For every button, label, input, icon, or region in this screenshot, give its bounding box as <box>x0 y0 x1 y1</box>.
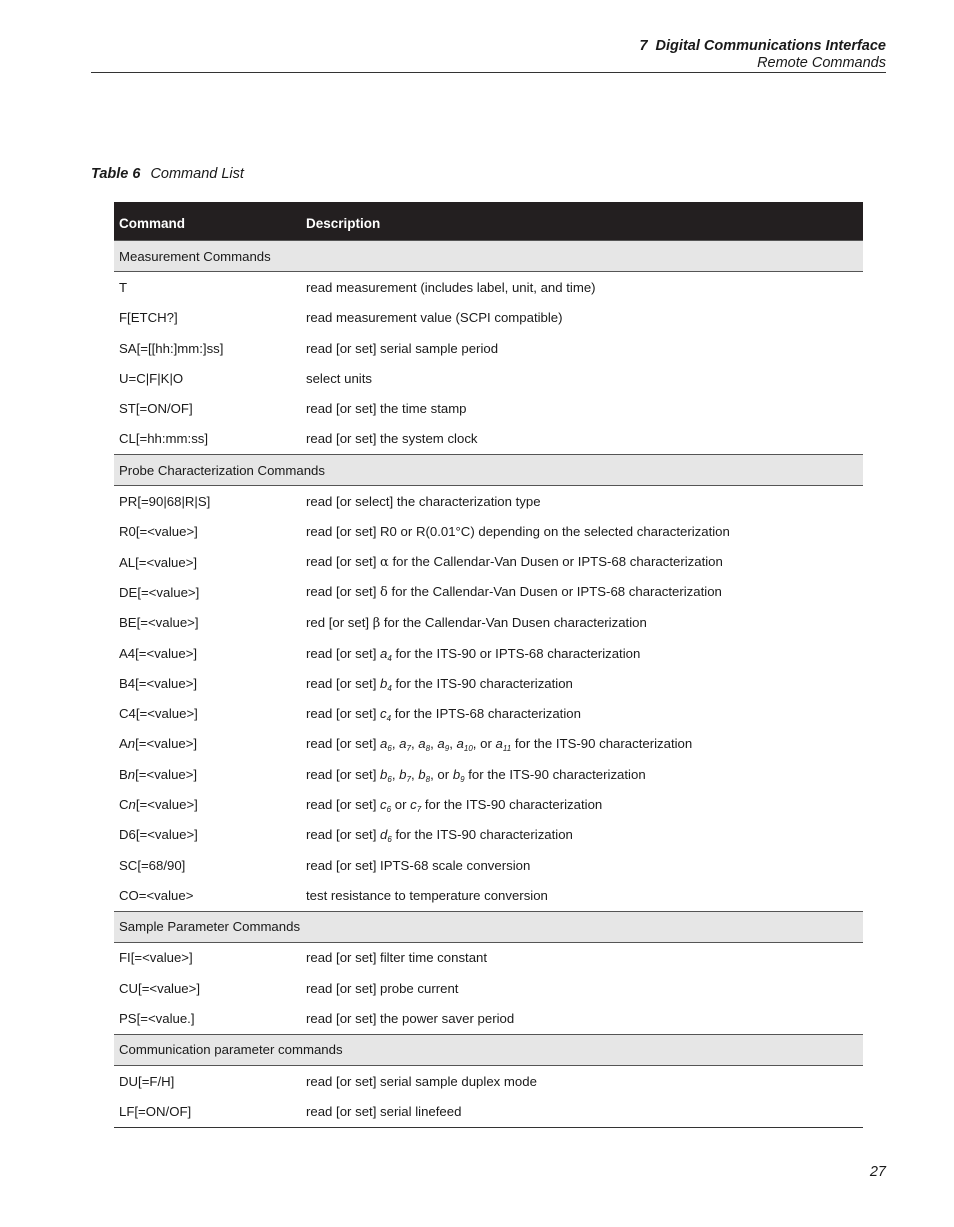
table-number: Table 6 <box>91 166 141 182</box>
table-row <box>114 668 863 698</box>
coefficient-var: c <box>410 796 417 812</box>
command-cell: AL[=<value>] <box>119 554 198 570</box>
coefficient-var: c <box>380 706 387 722</box>
coefficient-subscript: 8 <box>425 744 431 754</box>
table-row <box>114 1003 863 1034</box>
column-header-description: Description <box>301 202 863 241</box>
cmd-text: [=<value>] <box>135 766 198 782</box>
group-label: Measurement Commands <box>114 241 863 272</box>
description-cell: read [or set] R0 or R(0.01°C) depending on the selected characterization <box>306 524 730 540</box>
coefficient-subscript: 4 <box>386 714 392 724</box>
desc-text: for the ITS-90 characterization <box>421 796 603 812</box>
coefficient-subscript: 4 <box>387 683 392 693</box>
table-title: Command List <box>150 166 244 182</box>
desc-text: for the Callendar-Van Dusen or IPTS-68 characterization <box>388 554 723 570</box>
separator: , or <box>472 736 496 752</box>
coefficient-subscript: 6 <box>387 774 392 784</box>
cmd-var: n <box>128 796 136 812</box>
table-row <box>114 608 863 638</box>
table-caption <box>91 166 244 182</box>
description-cell: read [or set] serial linefeed <box>301 1096 863 1127</box>
desc-text: for the IPTS-68 characterization <box>391 706 581 722</box>
table-row <box>114 942 863 973</box>
coefficient-subscript: 8 <box>425 774 431 784</box>
group-label: Probe Characterization Commands <box>114 455 863 486</box>
running-head <box>639 38 886 72</box>
command-table <box>114 202 863 1128</box>
table-row <box>114 1096 863 1127</box>
cmd-text: B <box>119 766 128 782</box>
desc-text: read [or set] <box>306 796 381 812</box>
table-row <box>114 303 863 333</box>
separator: , <box>430 736 438 752</box>
table-row <box>114 547 863 577</box>
page-number: 27 <box>869 1164 886 1180</box>
cmd-text: [=<value>] <box>135 796 198 812</box>
coefficient-subscript: 6 <box>387 744 392 754</box>
coefficient-subscript: 6 <box>387 835 392 845</box>
separator: , or <box>430 766 453 782</box>
table-row <box>114 698 863 728</box>
description-cell: read [or set] serial sample duplex mode <box>306 1073 537 1089</box>
command-cell: SC[=68/90] <box>119 857 186 873</box>
delta-symbol: δ <box>380 585 388 601</box>
command-cell: PR[=90|68|R|S] <box>119 494 211 510</box>
desc-text: read [or set] <box>306 584 381 600</box>
description-cell <box>301 608 863 638</box>
table-row <box>114 973 863 1003</box>
command-cell: DU[=F/H] <box>119 1073 175 1089</box>
coefficient-subscript: 7 <box>406 744 411 754</box>
coefficient-var: b <box>452 766 461 782</box>
command-cell: A4[=<value>] <box>119 645 198 661</box>
coefficient-var: a <box>456 736 464 752</box>
cmd-text: C <box>119 796 129 812</box>
description-cell: read [or set] the time stamp <box>306 401 467 417</box>
description-cell <box>301 577 863 607</box>
description-cell <box>301 668 863 698</box>
command-cell: CU[=<value>] <box>119 980 201 996</box>
cmd-var: n <box>127 736 136 752</box>
desc-text: read [or set] <box>306 706 381 722</box>
command-cell <box>114 729 301 759</box>
description-cell: read [or set] the power saver period <box>306 1011 515 1027</box>
separator: , <box>391 736 400 752</box>
command-cell: U=C|F|K|O <box>119 370 184 386</box>
column-header-command: Command <box>114 202 301 241</box>
description-cell: read [or select] the characterization type <box>306 494 541 510</box>
separator: , <box>410 766 419 782</box>
command-cell: DE[=<value>] <box>119 584 200 600</box>
separator: or <box>391 796 411 812</box>
cmd-var: n <box>127 766 136 782</box>
description-cell: read measurement (includes label, unit, and time) <box>306 279 596 295</box>
description-cell: read [or set] probe current <box>306 980 459 996</box>
group-row-sample <box>114 911 863 942</box>
table-header-row <box>114 202 863 241</box>
command-cell: LF[=ON/OF] <box>114 1096 301 1127</box>
command-cell: B4[=<value>] <box>119 675 198 691</box>
coefficient-var: b <box>399 766 407 782</box>
command-cell: F[ETCH?] <box>119 310 178 326</box>
desc-text: for the ITS-90 characterization <box>511 736 693 752</box>
desc-text: for the ITS-90 characterization <box>391 675 573 691</box>
coefficient-subscript: 7 <box>406 774 411 784</box>
description-cell: read [or set] IPTS-68 scale conversion <box>306 857 531 873</box>
coefficient-var: b <box>380 766 388 782</box>
description-cell <box>301 820 863 850</box>
table-row <box>114 393 863 423</box>
table-row <box>114 850 863 880</box>
coefficient-var: b <box>418 766 426 782</box>
description-cell <box>301 729 863 759</box>
command-cell: CL[=hh:mm:ss] <box>119 431 209 447</box>
command-cell: CO=<value> <box>119 887 194 903</box>
coefficient-var: a <box>380 645 388 661</box>
group-label: Sample Parameter Commands <box>114 911 863 942</box>
desc-text: read [or set] <box>306 554 381 570</box>
group-row-measurement <box>114 241 863 272</box>
description-cell: read measurement value (SCPI compatible) <box>306 310 563 326</box>
table-row <box>114 729 863 759</box>
header-rule <box>91 72 886 73</box>
separator: , <box>391 766 400 782</box>
coefficient-var: a <box>399 736 407 752</box>
command-cell: SA[=[[hh:]mm:]ss] <box>119 340 224 356</box>
table-row <box>114 517 863 547</box>
desc-text: for the Callendar-Van Dusen characterization <box>380 614 647 630</box>
cmd-text: [=<value>] <box>135 736 198 752</box>
coefficient-subscript: 10 <box>463 744 473 754</box>
table-row <box>114 577 863 607</box>
coefficient-var: b <box>380 675 388 691</box>
coefficient-subscript: 11 <box>502 744 512 754</box>
table-row <box>114 880 863 911</box>
coefficient-var: a <box>380 736 388 752</box>
description-cell <box>301 789 863 819</box>
description-cell <box>301 698 863 728</box>
coefficient-subscript: 4 <box>387 653 392 663</box>
cmd-text: A <box>119 736 128 752</box>
section-title: Remote Commands <box>757 55 886 71</box>
description-cell: read [or set] filter time constant <box>306 950 488 966</box>
separator: , <box>449 736 457 752</box>
coefficient-var: a <box>418 736 426 752</box>
table-row <box>114 1066 863 1097</box>
coefficient-var: a <box>437 736 445 752</box>
command-cell: C4[=<value>] <box>119 706 198 722</box>
command-cell: BE[=<value>] <box>119 615 199 631</box>
description-cell <box>301 547 863 577</box>
coefficient-subscript: 6 <box>386 804 392 814</box>
desc-text: read [or set] <box>306 675 381 691</box>
desc-text: red [or set] <box>306 614 373 630</box>
coefficient-var: c <box>380 796 387 812</box>
desc-text: read [or set] <box>306 736 381 752</box>
description-cell: read [or set] serial sample period <box>306 340 499 356</box>
command-cell: T <box>119 279 128 295</box>
desc-text: for the ITS-90 or IPTS-68 characterization <box>391 645 641 661</box>
coefficient-var: d <box>380 827 388 843</box>
group-label: Communication parameter commands <box>114 1034 863 1065</box>
coefficient-subscript: 9 <box>444 744 450 754</box>
table-row <box>114 486 863 517</box>
desc-text: for the ITS-90 characterization <box>464 766 646 782</box>
command-cell <box>114 759 301 789</box>
desc-text: for the ITS-90 characterization <box>391 827 573 843</box>
separator: , <box>410 736 419 752</box>
command-cell: PS[=<value.] <box>119 1011 195 1027</box>
command-cell: R0[=<value>] <box>119 524 198 540</box>
coefficient-subscript: 7 <box>416 804 422 814</box>
alpha-symbol: α <box>380 555 389 571</box>
desc-text: for the Callendar-Van Dusen or IPTS-68 characterization <box>387 584 722 600</box>
command-cell <box>114 789 301 819</box>
group-row-communication <box>114 1034 863 1065</box>
table-row <box>114 820 863 850</box>
desc-text: read [or set] <box>306 827 381 843</box>
description-cell <box>301 638 863 668</box>
desc-text: read [or set] <box>306 645 381 661</box>
beta-symbol: β <box>372 615 381 631</box>
table-row <box>114 789 863 819</box>
command-cell: FI[=<value>] <box>119 950 193 966</box>
description-cell <box>301 759 863 789</box>
table-row <box>114 363 863 393</box>
coefficient-var: a <box>495 736 503 752</box>
coefficient-subscript: 9 <box>460 774 465 784</box>
description-cell: test resistance to temperature conversion <box>306 887 548 903</box>
command-cell: D6[=<value>] <box>119 827 198 843</box>
group-row-probe <box>114 455 863 486</box>
desc-text: read [or set] <box>306 766 381 782</box>
description-cell: select units <box>306 370 372 386</box>
table-row <box>114 424 863 455</box>
table-row <box>114 759 863 789</box>
table-row <box>114 272 863 303</box>
command-cell: ST[=ON/OF] <box>119 401 193 417</box>
table-row <box>114 333 863 363</box>
description-cell: read [or set] the system clock <box>306 431 478 447</box>
chapter-title: 7 Digital Communications Interface <box>639 38 886 54</box>
table-row <box>114 638 863 668</box>
